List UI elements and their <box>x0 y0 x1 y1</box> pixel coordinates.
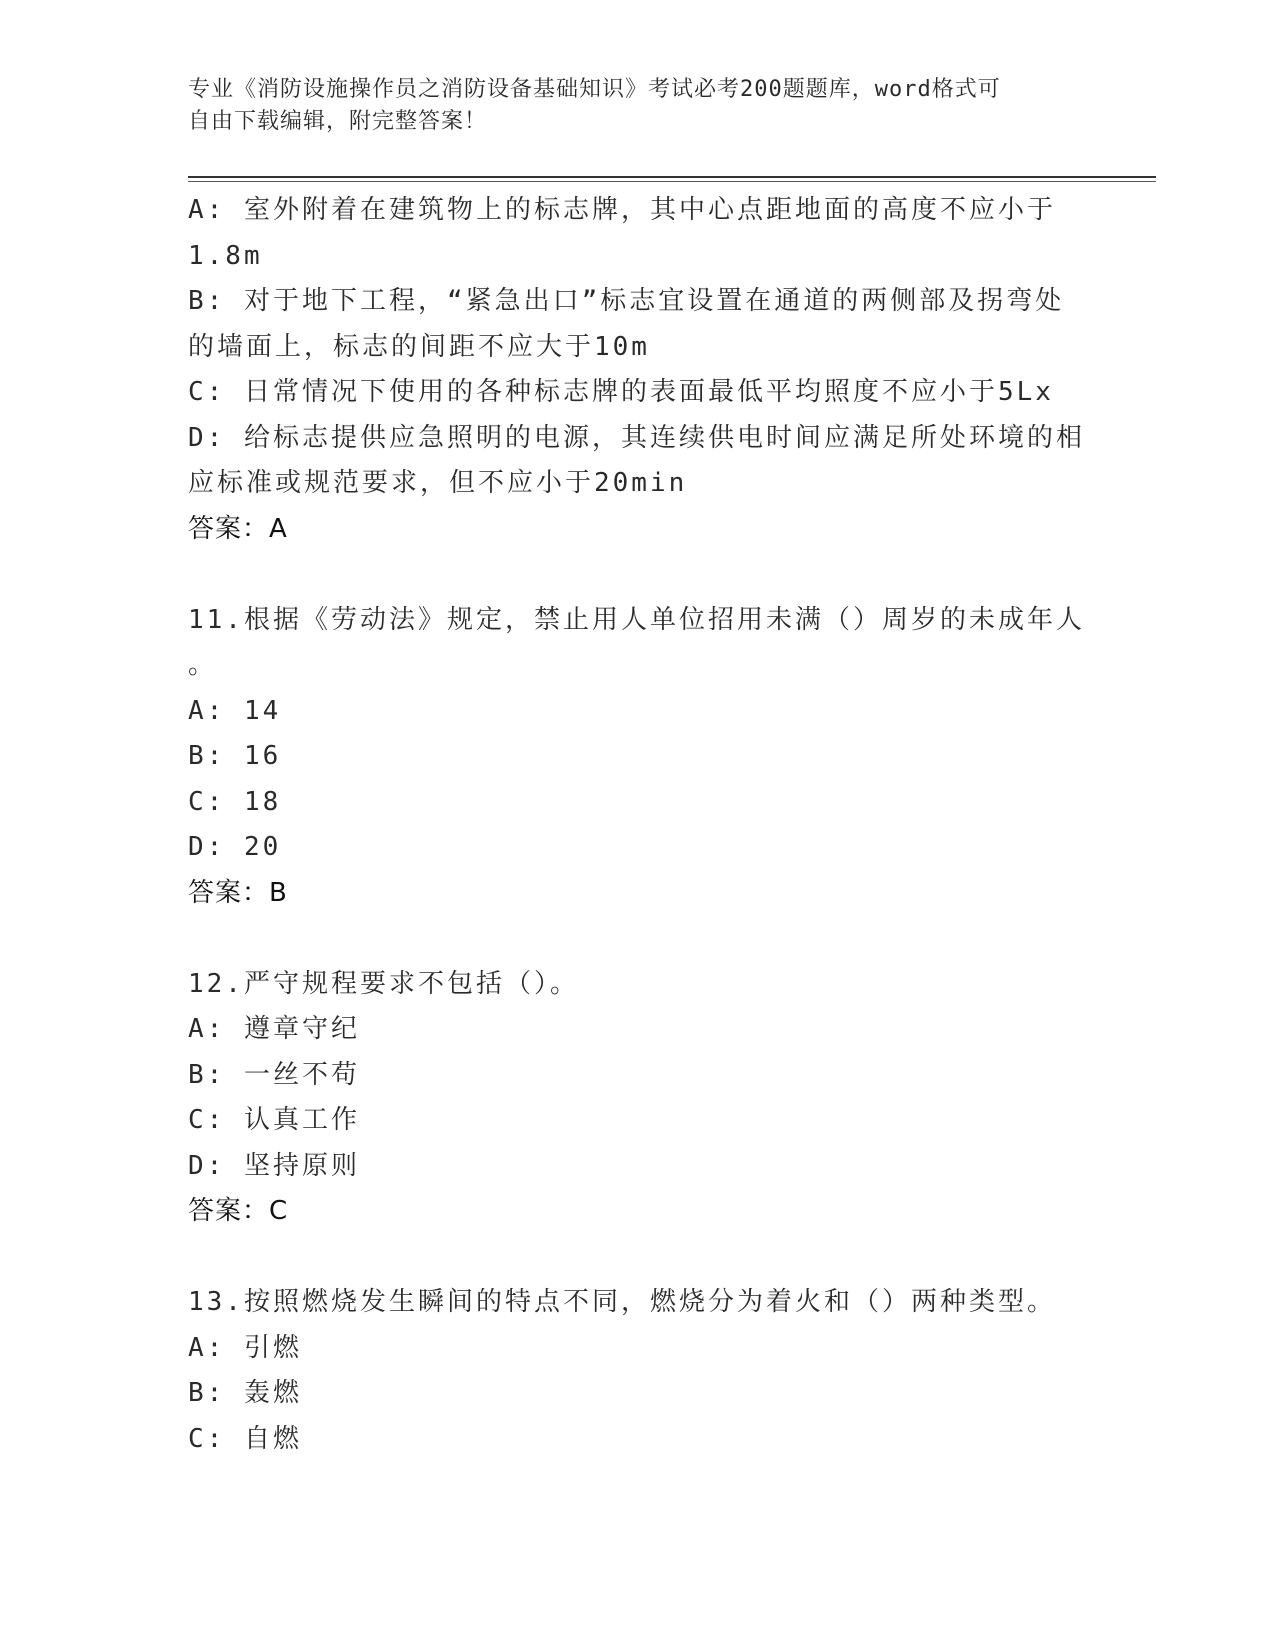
option-a-continued: 1.8m <box>188 240 263 271</box>
option-d: D: 20 <box>188 832 282 862</box>
spacer <box>188 552 1088 598</box>
option-b: B: 16 <box>188 741 282 771</box>
header-divider-thin <box>188 181 1156 182</box>
answer: 答案：A <box>188 513 288 544</box>
question-11 <box>188 598 1088 917</box>
question-10 <box>188 188 1088 552</box>
option-c: C: 日常情况下使用的各种标志牌的表面最低平均照度不应小于5Lx <box>188 377 1054 407</box>
question-stem: 12.严守规程要求不包括（）。 <box>188 968 579 999</box>
question-stem: 13.按照燃烧发生瞬间的特点不同，燃烧分为着火和（）两种类型。 <box>188 1287 1056 1317</box>
option-a: A: 引燃 <box>188 1332 302 1363</box>
spacer <box>188 916 1088 962</box>
answer: 答案：B <box>188 877 288 908</box>
option-d: D: 给标志提供应急照明的电源，其连续供电时间应满足所处环境的相 <box>188 422 1085 453</box>
question-stem-continued: 。 <box>188 650 218 680</box>
question-12 <box>188 962 1088 1235</box>
header-line-1: 专业《消防设施操作员之消防设备基础知识》考试必考200题题库，word格式可 <box>188 77 1001 102</box>
header-divider-thick <box>188 176 1156 178</box>
option-c: C: 18 <box>188 786 282 817</box>
option-b: B: 轰燃 <box>188 1378 302 1408</box>
option-b: B: 对于地下工程，“紧急出口”标志宜设置在通道的两侧部及拐弯处 <box>188 286 1065 316</box>
option-b-continued: 的墙面上，标志的间距不应大于10m <box>188 331 650 362</box>
option-a: A: 室外附着在建筑物上的标志牌，其中心点距地面的高度不应小于 <box>188 195 1056 225</box>
option-c: C: 自燃 <box>188 1423 302 1454</box>
question-list <box>188 188 1088 1462</box>
header-line-2: 自由下载编辑，附完整答案！ <box>188 109 488 134</box>
document-header <box>188 74 1068 138</box>
spacer <box>188 1235 1088 1281</box>
question-13 <box>188 1280 1088 1462</box>
option-c: C: 认真工作 <box>188 1105 360 1135</box>
option-d-continued: 应标准或规范要求，但不应小于20min <box>188 468 688 498</box>
option-a: A: 遵章守纪 <box>188 1014 360 1044</box>
answer: 答案：C <box>188 1196 289 1226</box>
question-stem: 11.根据《劳动法》规定，禁止用人单位招用未满（）周岁的未成年人 <box>188 604 1085 635</box>
option-a: A: 14 <box>188 695 282 726</box>
option-d: D: 坚持原则 <box>188 1150 360 1181</box>
option-b: B: 一丝不苟 <box>188 1059 360 1090</box>
